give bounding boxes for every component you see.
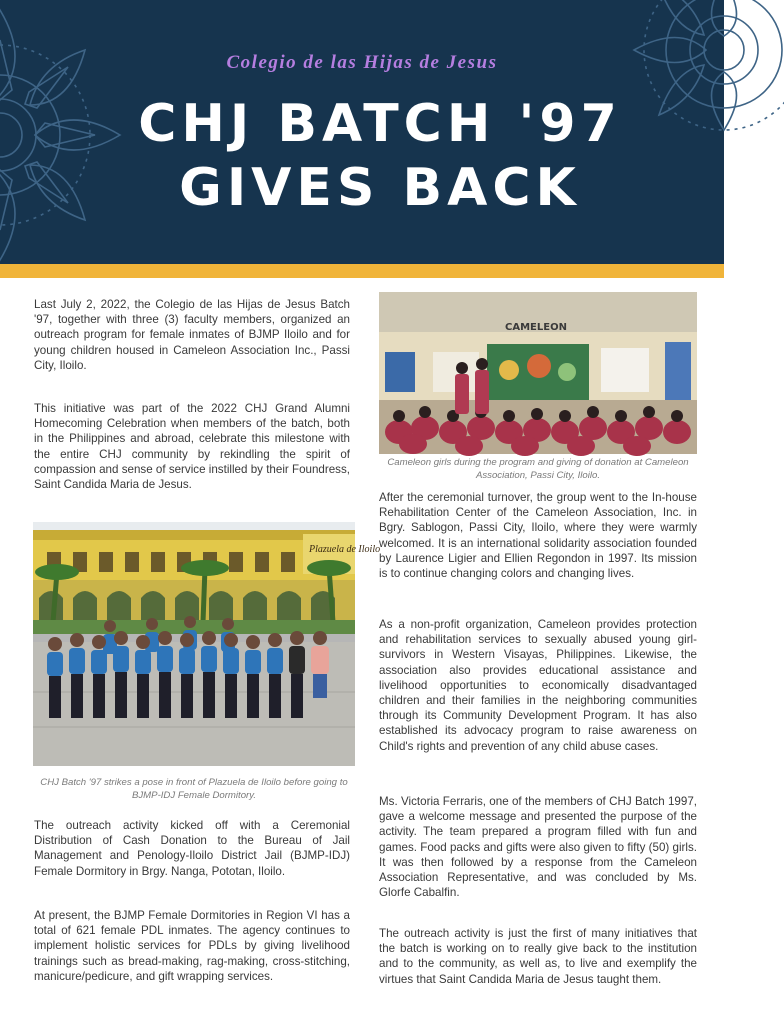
left-paragraph-4: At present, the BJMP Female Dormitories in Region VI has a total of 621 female PDL inmates. The agency continues to implement holistic services for PDLs by giving livelihood trainings such as bread-making, rag-making, cross-stitching, manicure/pedicure, and gift wrapping services.: [34, 909, 350, 983]
right-paragraph-1: After the ceremonial turnover, the group went to the In-house Rehabilitation Center of the Cameleon Association, Inc. in Bgry. Sablogon, Passi City, Iloilo, where they were warmly welcomed. It is an international solidarity association founded by Laurence Ligier and Ellien Regondon in 1997. Its mission is to continue changing colors and changing lives.: [379, 491, 697, 581]
title-line-2: GIVES BACK: [179, 158, 581, 218]
right-paragraph-4: The outreach activity is just the first of many initiatives that the batch is working on to really give back to the institution and to the community, as well as, to live and exemplify the virtues that Saint Candida Maria de Jesus taught them.: [379, 927, 697, 986]
gold-divider-band: [0, 264, 724, 278]
photo-sign-text-cameleon: CAMELEON: [505, 322, 567, 333]
page-title: [0, 92, 760, 220]
left-photo-caption: CHJ Batch '97 strikes a pose in front of Plazuela de Iloilo before going to BJMP-IDJ Female Dormitory.: [40, 777, 348, 801]
photo-sign-text: Plazuela de Iloilo: [309, 544, 381, 555]
title-line-1: CHJ BATCH '97: [138, 94, 622, 154]
left-paragraph-1: Last July 2, 2022, the Colegio de las Hijas de Jesus Batch '97, together with three (3) faculty members, organized an outreach program for female inmates of BJMP Iloilo and for young children housed in Cameleon Association Inc., Passi City, Iloilo.: [34, 298, 350, 372]
right-photo-caption: Cameleon girls during the program and giving of donation at Cameleon Association, Passi City, Iloilo.: [387, 457, 689, 481]
right-paragraph-3: Ms. Victoria Ferraris, one of the members of CHJ Batch 1997, gave a welcome message and presented the purpose of the activity. The team prepared a program filled with fun and games. Food packs and gifts were also given to fifty (50) girls. It was then followed by a response from the Cameleon Association Representative, and was concluded by Ms. Glorfe Cabalfin.: [379, 795, 697, 900]
left-paragraph-3: The outreach activity kicked off with a Ceremonial Distribution of Cash Donation to the Bureau of Jail Management and Penology-Iloilo District Jail (BJMP-IDJ) Female Dormitory in Brgy. Nanga, Pototan, Iloilo.: [34, 819, 350, 878]
school-name-subtitle: Colegio de las Hijas de Jesus: [226, 52, 498, 73]
header-banner: [0, 0, 724, 264]
right-paragraph-2: As a non-profit organization, Cameleon provides protection and rehabilitation services to sexually abused young girl-survivors in Western Visayas, Philippines. Likewise, the association also provides educational assistance and livelihood opportunities to economically disadvantaged children and their families in the neighboring communities through its Community Development Program. It has also established its advocacy program to raise awareness on Child's rights and prevention of any child abuse cases.: [379, 618, 697, 753]
left-paragraph-2: This initiative was part of the 2022 CHJ Grand Alumni Homecoming Celebration when members of the batch, both in the Philippines and abroad, celebrate this milestone with the entire CHJ community by rekindling the spirit of compassion and sense of service instilled by their Foundress, Saint Candida Maria de Jesus.: [34, 402, 350, 492]
cameleon-program-photo: [379, 292, 697, 454]
group-photo-plazuela: [33, 522, 381, 766]
